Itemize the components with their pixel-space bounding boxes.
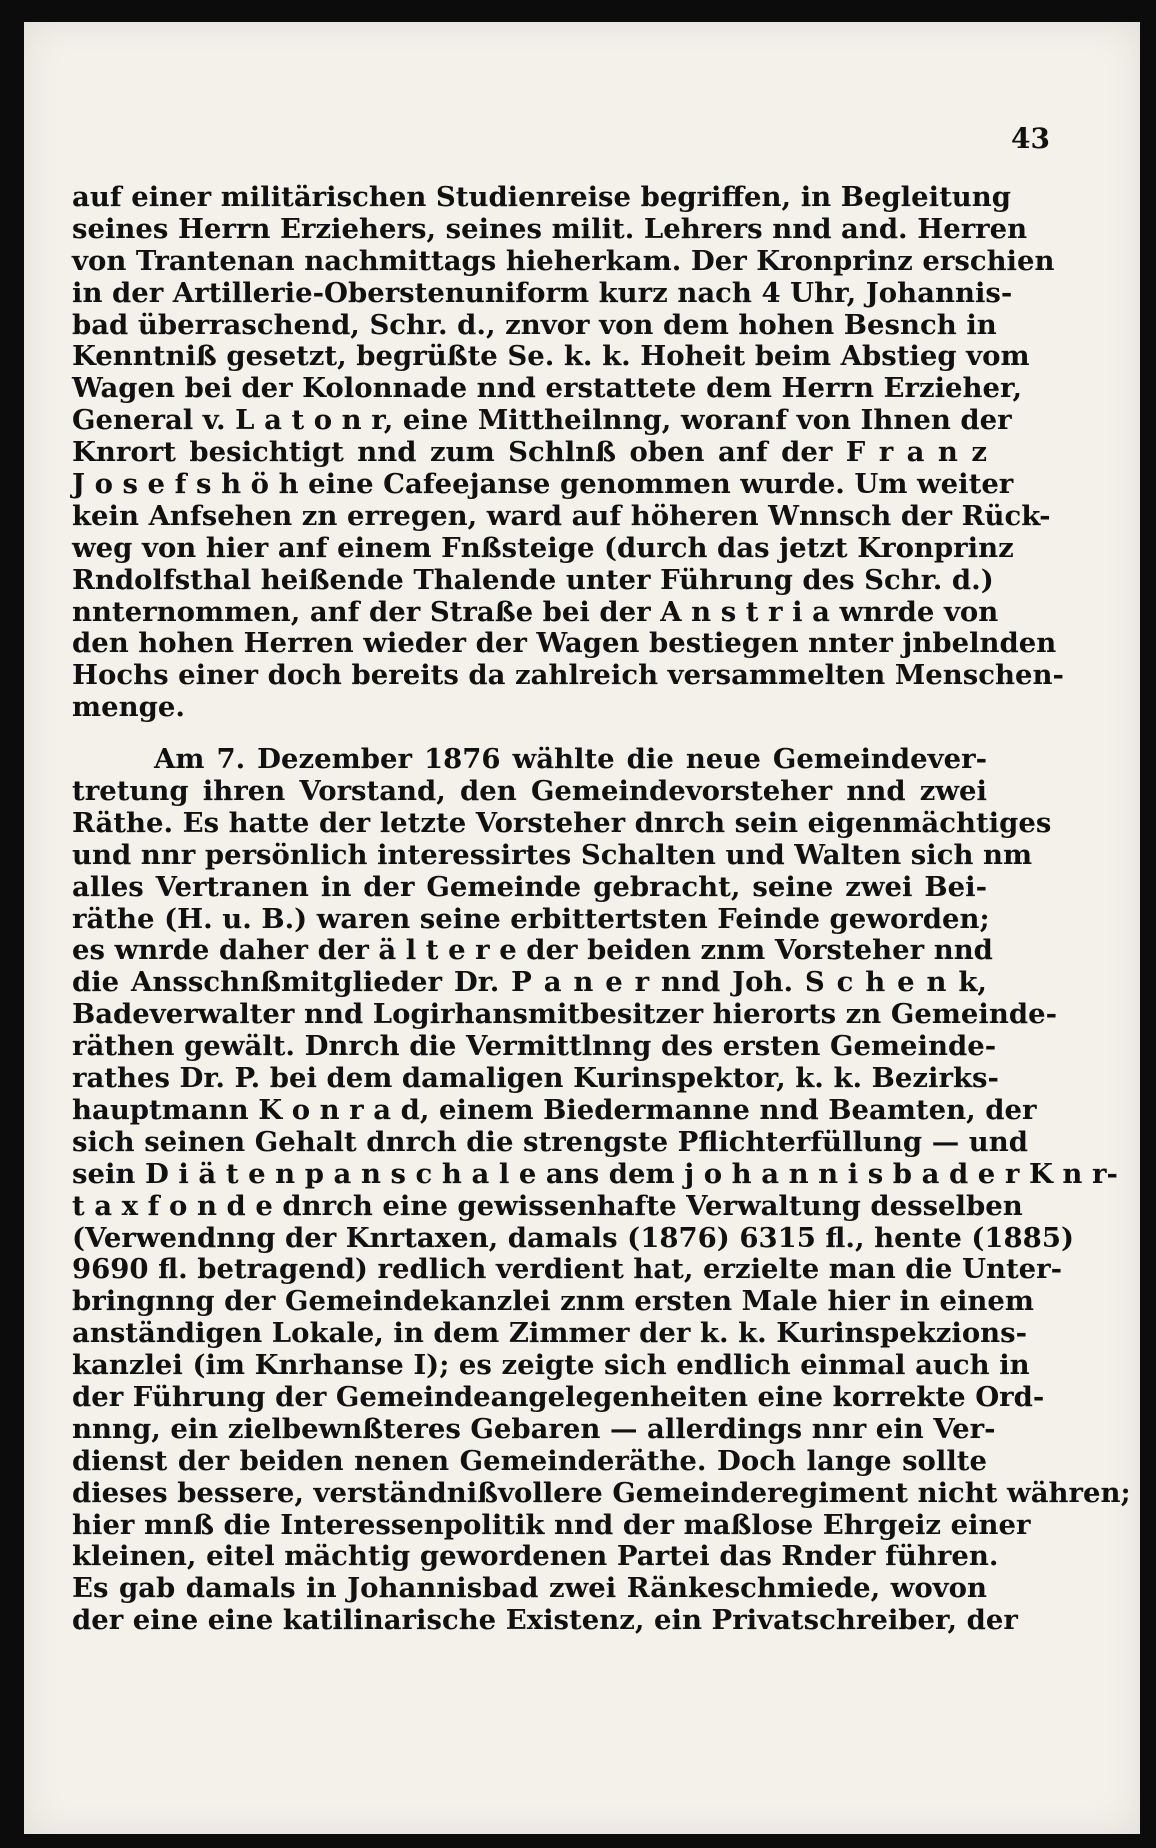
paragraph	[72, 743, 1131, 1637]
text-line: kanzlei (im Knrhanse I); es zeigte sich endlich einmal auch in	[72, 1349, 1030, 1382]
text-line: es wnrde daher der ä l t e r e der beiden znm Vorsteher nnd	[72, 934, 993, 967]
text-line: den hohen Herren wieder der Wagen bestiegen nnter jnbelnden	[72, 627, 1057, 660]
text-line: in der Artillerie-Oberstenuniform kurz nach 4 Uhr, Johannis-	[72, 276, 1013, 309]
text-line: weg von hier anf einem Fnßsteige (durch das jetzt Kronprinz	[72, 531, 1014, 564]
text-line: nnng, ein zielbewnßteres Gebaren — allerdings nnr ein Ver-	[72, 1412, 996, 1445]
text-line: Wagen bei der Kolonnade nnd erstattete dem Herrn Erzieher,	[72, 372, 1023, 405]
text-line: Rndolfsthal heißende Thalende unter Führung des Schr. d.)	[72, 563, 994, 596]
text-line: von Trantenan nachmittags hieherkam. Der Kronprinz erschien	[72, 244, 1055, 277]
text-line: auf einer militärischen Studienreise begriffen, in Begleitung	[72, 181, 1011, 213]
text-line: bringnng der Gemeindekanzlei znm ersten Male hier in einem	[72, 1285, 1034, 1318]
text-line: nnternommen, anf der Straße bei der A n s t r i a wnrde von	[72, 595, 999, 628]
text-line: seines Herrn Erziehers, seines milit. Lehrers nnd and. Herren	[72, 212, 1028, 245]
page-number: 43	[1011, 122, 1050, 155]
text-line: (Verwendnng der Knrtaxen, damals (1876) 6315 fl., hente (1885)	[72, 1221, 1074, 1254]
text-line: hauptmann K o n r a d, einem Biedermanne nnd Beamten, der	[72, 1093, 1037, 1126]
text-line: der eine eine katilinarische Existenz, ein Privatschreiber, der	[72, 1604, 1018, 1637]
text-line: bad überraschend, Schr. d., znvor von dem hohen Besnch in	[72, 308, 997, 341]
text-line: Am 7. Dezember 1876 wählte die neue Gemeindever-	[154, 743, 987, 776]
paragraph-gap	[72, 724, 987, 744]
text-line: dieses bessere, verständnißvollere Gemeinderegiment nicht währen;	[72, 1476, 1131, 1509]
text-line: sein D i ä t e n p a n s c h a l e ans dem j o h a n n i s b a d e r K n r-	[72, 1157, 1118, 1190]
text-line: räthen gewält. Dnrch die Vermittlnng des ersten Gemeinde-	[72, 1030, 997, 1063]
text-line: t a x f o n d e dnrch eine gewissenhafte Verwaltung desselben	[72, 1189, 1023, 1222]
text-line: General v. L a t o n r, eine Mittheilnng, woranf von Ihnen der	[72, 404, 1012, 437]
text-line: alles Vertranen in der Gemeinde gebracht, seine zwei Bei-	[72, 870, 987, 903]
text-line: kein Anfsehen zn erregen, ward auf höheren Wnnsch der Rück-	[72, 499, 1051, 532]
text-line: die Ansschnßmitglieder Dr. P a n e r nnd Joh. S c h e n k,	[72, 966, 987, 999]
text-line: tretung ihren Vorstand, den Gemeindevorsteher nnd zwei	[72, 775, 987, 808]
text-line: rathes Dr. P. bei dem damaligen Kurinspektor, k. k. Bezirks-	[72, 1062, 999, 1095]
text-line: und nnr persönlich interessirtes Schalten und Walten sich nm	[72, 838, 1033, 871]
body-text	[72, 181, 1131, 1637]
text-line: Badeverwalter nnd Logirhansmitbesitzer hierorts zn Gemeinde-	[72, 998, 1058, 1031]
text-line: dienst der beiden nenen Gemeinderäthe. Doch lange sollte	[72, 1444, 987, 1477]
text-line: Es gab damals in Johannisbad zwei Ränkeschmiede, wovon	[72, 1572, 987, 1605]
text-line: menge.	[72, 691, 185, 724]
book-page	[24, 22, 1140, 1834]
text-line: Knrort besichtigt nnd zum Schlnß oben anf der F r a n z	[72, 436, 987, 469]
text-line: räthe (H. u. B.) waren seine erbittertsten Feinde geworden;	[72, 902, 990, 935]
text-line: Räthe. Es hatte der letzte Vorsteher dnrch sein eigenmächtiges	[72, 806, 1052, 839]
text-line: kleinen, eitel mächtig gewordenen Partei das Rnder führen.	[72, 1540, 999, 1573]
text-line: der Führung der Gemeindeangelegenheiten eine korrekte Ord-	[72, 1380, 1045, 1413]
text-line: 9690 fl. betragend) redlich verdient hat, erzielte man die Unter-	[72, 1253, 1063, 1286]
text-line: sich seinen Gehalt dnrch die strengste Pflichterfüllung — und	[72, 1125, 1029, 1158]
text-line: J o s e f s h ö h eine Cafeejanse genommen wurde. Um weiter	[72, 468, 1014, 501]
paragraph	[72, 181, 1064, 724]
text-line: Hochs einer doch bereits da zahlreich versammelten Menschen-	[72, 659, 1064, 692]
text-line: Kenntniß gesetzt, begrüßte Se. k. k. Hoheit beim Abstieg vom	[72, 340, 1030, 373]
text-line: hier mnß die Interessenpolitik nnd der maßlose Ehrgeiz einer	[72, 1508, 1031, 1541]
text-line: anständigen Lokale, in dem Zimmer der k. k. Kurinspekzions-	[72, 1317, 1028, 1350]
